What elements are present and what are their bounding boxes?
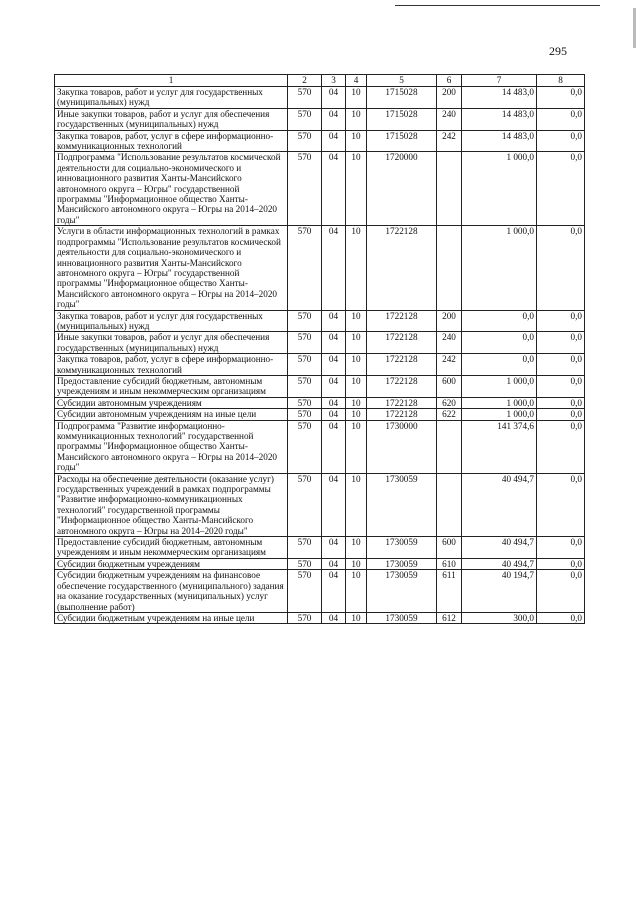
row-subsection-cell: 10 bbox=[346, 152, 367, 226]
row-section-cell: 04 bbox=[322, 409, 346, 420]
row-sum-cell: 0,0 bbox=[462, 332, 537, 354]
row-name-cell: Предоставление субсидий бюджетным, автономным учреждениям и иным некоммерческим организациям bbox=[55, 375, 288, 397]
row-section-cell: 04 bbox=[322, 612, 346, 623]
row-expense-type-cell: 620 bbox=[437, 397, 462, 408]
table-row bbox=[55, 397, 585, 408]
row-name-cell: Подпрограмма "Использование результатов космической деятельности для социально-экономического и инновационного развития Ханты-Мансийского автономного округа – Югры" государственной программы "Информационное общество Ханты-Мансийского автономного округа – Югры на 2014–2020 годы" bbox=[55, 152, 288, 226]
row-admin-cell: 570 bbox=[288, 375, 322, 397]
row-expense-type-cell: 240 bbox=[437, 332, 462, 354]
row-section-cell: 04 bbox=[322, 354, 346, 376]
row-sum-cell: 1 000,0 bbox=[462, 226, 537, 310]
row-section-cell: 04 bbox=[322, 130, 346, 152]
row-name-cell: Расходы на обеспечение деятельности (оказание услуг) государственных учреждений в рамках подпрограммы "Развитие информационно-коммуникационных технологий" государственной программы "Информационное общество Ханты-Мансийского автономного округа – Югры на 2014–2020 годы" bbox=[55, 473, 288, 536]
row-admin-cell: 570 bbox=[288, 397, 322, 408]
row-admin-cell: 570 bbox=[288, 570, 322, 613]
row-extra-cell: 0,0 bbox=[537, 420, 585, 473]
row-name-cell: Субсидии бюджетным учреждениям bbox=[55, 558, 288, 569]
row-sum-cell: 14 483,0 bbox=[462, 130, 537, 152]
row-expense-type-cell: 600 bbox=[437, 375, 462, 397]
row-section-cell: 04 bbox=[322, 152, 346, 226]
row-section-cell: 04 bbox=[322, 473, 346, 536]
table-row bbox=[55, 409, 585, 420]
row-expense-type-cell: 612 bbox=[437, 612, 462, 623]
row-expense-type-cell: 240 bbox=[437, 108, 462, 130]
row-extra-cell: 0,0 bbox=[537, 108, 585, 130]
row-name-cell: Субсидии автономным учреждениям на иные цели bbox=[55, 409, 288, 420]
row-subsection-cell: 10 bbox=[346, 130, 367, 152]
table-row bbox=[55, 332, 585, 354]
row-subsection-cell: 10 bbox=[346, 332, 367, 354]
row-target-article-cell: 1730059 bbox=[367, 473, 437, 536]
row-section-cell: 04 bbox=[322, 397, 346, 408]
row-sum-cell: 40 494,7 bbox=[462, 473, 537, 536]
row-target-article-cell: 1730000 bbox=[367, 420, 437, 473]
col-header-sum: 7 bbox=[462, 75, 537, 87]
row-subsection-cell: 10 bbox=[346, 420, 367, 473]
page-number: 295 bbox=[549, 44, 567, 58]
table-row bbox=[55, 152, 585, 226]
row-extra-cell: 0,0 bbox=[537, 226, 585, 310]
row-admin-cell: 570 bbox=[288, 420, 322, 473]
row-name-cell: Иные закупки товаров, работ и услуг для обеспечения государственных (муниципальных) нужд bbox=[55, 108, 288, 130]
row-subsection-cell: 10 bbox=[346, 108, 367, 130]
table-row bbox=[55, 612, 585, 623]
table-row bbox=[55, 354, 585, 376]
row-extra-cell: 0,0 bbox=[537, 473, 585, 536]
row-subsection-cell: 10 bbox=[346, 87, 367, 109]
table-row bbox=[55, 558, 585, 569]
row-extra-cell: 0,0 bbox=[537, 87, 585, 109]
row-extra-cell: 0,0 bbox=[537, 375, 585, 397]
row-extra-cell: 0,0 bbox=[537, 570, 585, 613]
row-target-article-cell: 1730059 bbox=[367, 612, 437, 623]
row-subsection-cell: 10 bbox=[346, 397, 367, 408]
table-row bbox=[55, 130, 585, 152]
table-row bbox=[55, 310, 585, 332]
row-section-cell: 04 bbox=[322, 332, 346, 354]
row-sum-cell: 0,0 bbox=[462, 354, 537, 376]
row-sum-cell: 1 000,0 bbox=[462, 152, 537, 226]
row-sum-cell: 14 483,0 bbox=[462, 108, 537, 130]
row-sum-cell: 40 494,7 bbox=[462, 537, 537, 559]
row-sum-cell: 300,0 bbox=[462, 612, 537, 623]
row-admin-cell: 570 bbox=[288, 473, 322, 536]
row-expense-type-cell: 200 bbox=[437, 87, 462, 109]
row-subsection-cell: 10 bbox=[346, 570, 367, 613]
row-extra-cell: 0,0 bbox=[537, 409, 585, 420]
row-section-cell: 04 bbox=[322, 570, 346, 613]
col-header-admin: 2 bbox=[288, 75, 322, 87]
row-name-cell: Субсидии бюджетным учреждениям на финансовое обеспечение государственного (муниципального) задания на оказание государственных (муниципальных) услуг (выполнение работ) bbox=[55, 570, 288, 613]
row-target-article-cell: 1722128 bbox=[367, 354, 437, 376]
row-target-article-cell: 1720000 bbox=[367, 152, 437, 226]
row-extra-cell: 0,0 bbox=[537, 612, 585, 623]
table-row bbox=[55, 87, 585, 109]
row-section-cell: 04 bbox=[322, 226, 346, 310]
row-name-cell: Субсидии автономным учреждениям bbox=[55, 397, 288, 408]
table-row bbox=[55, 420, 585, 473]
row-subsection-cell: 10 bbox=[346, 375, 367, 397]
row-target-article-cell: 1730059 bbox=[367, 537, 437, 559]
row-subsection-cell: 10 bbox=[346, 354, 367, 376]
row-admin-cell: 570 bbox=[288, 226, 322, 310]
budget-table bbox=[54, 74, 585, 624]
row-subsection-cell: 10 bbox=[346, 310, 367, 332]
row-target-article-cell: 1722128 bbox=[367, 375, 437, 397]
row-section-cell: 04 bbox=[322, 537, 346, 559]
row-name-cell: Закупка товаров, работ и услуг для государственных (муниципальных) нужд bbox=[55, 87, 288, 109]
row-target-article-cell: 1722128 bbox=[367, 397, 437, 408]
col-header-target-article: 5 bbox=[367, 75, 437, 87]
row-sum-cell: 40 194,7 bbox=[462, 570, 537, 613]
row-name-cell: Закупка товаров, работ и услуг для государственных (муниципальных) нужд bbox=[55, 310, 288, 332]
row-target-article-cell: 1722128 bbox=[367, 226, 437, 310]
row-expense-type-cell bbox=[437, 473, 462, 536]
table-row bbox=[55, 570, 585, 613]
row-extra-cell: 0,0 bbox=[537, 558, 585, 569]
row-admin-cell: 570 bbox=[288, 558, 322, 569]
row-extra-cell: 0,0 bbox=[537, 354, 585, 376]
col-header-expense-type: 6 bbox=[437, 75, 462, 87]
row-target-article-cell: 1715028 bbox=[367, 108, 437, 130]
row-extra-cell: 0,0 bbox=[537, 152, 585, 226]
table-body bbox=[55, 87, 585, 624]
row-target-article-cell: 1722128 bbox=[367, 310, 437, 332]
row-subsection-cell: 10 bbox=[346, 226, 367, 310]
row-section-cell: 04 bbox=[322, 87, 346, 109]
row-admin-cell: 570 bbox=[288, 108, 322, 130]
row-subsection-cell: 10 bbox=[346, 409, 367, 420]
row-admin-cell: 570 bbox=[288, 332, 322, 354]
row-sum-cell: 40 494,7 bbox=[462, 558, 537, 569]
header-row bbox=[55, 75, 585, 87]
row-expense-type-cell: 600 bbox=[437, 537, 462, 559]
row-expense-type-cell: 622 bbox=[437, 409, 462, 420]
table-row bbox=[55, 108, 585, 130]
row-admin-cell: 570 bbox=[288, 354, 322, 376]
table-row bbox=[55, 375, 585, 397]
row-section-cell: 04 bbox=[322, 420, 346, 473]
row-extra-cell: 0,0 bbox=[537, 130, 585, 152]
row-sum-cell: 1 000,0 bbox=[462, 375, 537, 397]
row-section-cell: 04 bbox=[322, 375, 346, 397]
row-admin-cell: 570 bbox=[288, 409, 322, 420]
row-admin-cell: 570 bbox=[288, 612, 322, 623]
row-extra-cell: 0,0 bbox=[537, 397, 585, 408]
row-name-cell: Подпрограмма "Развитие информационно-коммуникационных технологий" государственной программы "Информационное общество Ханты-Мансийского автономного округа – Югры на 2014–2020 годы" bbox=[55, 420, 288, 473]
row-section-cell: 04 bbox=[322, 558, 346, 569]
row-expense-type-cell: 242 bbox=[437, 130, 462, 152]
row-target-article-cell: 1730059 bbox=[367, 570, 437, 613]
row-name-cell: Закупка товаров, работ, услуг в сфере информационно-коммуникационных технологий bbox=[55, 130, 288, 152]
row-name-cell: Иные закупки товаров, работ и услуг для обеспечения государственных (муниципальных) нужд bbox=[55, 332, 288, 354]
row-target-article-cell: 1722128 bbox=[367, 332, 437, 354]
row-expense-type-cell: 242 bbox=[437, 354, 462, 376]
row-admin-cell: 570 bbox=[288, 130, 322, 152]
row-extra-cell: 0,0 bbox=[537, 310, 585, 332]
top-rule bbox=[395, 5, 600, 6]
row-expense-type-cell bbox=[437, 420, 462, 473]
table-row bbox=[55, 226, 585, 310]
table-row bbox=[55, 537, 585, 559]
row-sum-cell: 14 483,0 bbox=[462, 87, 537, 109]
row-target-article-cell: 1730059 bbox=[367, 558, 437, 569]
row-sum-cell: 0,0 bbox=[462, 310, 537, 332]
row-expense-type-cell bbox=[437, 152, 462, 226]
row-extra-cell: 0,0 bbox=[537, 537, 585, 559]
col-header-extra: 8 bbox=[537, 75, 585, 87]
row-target-article-cell: 1722128 bbox=[367, 409, 437, 420]
row-admin-cell: 570 bbox=[288, 152, 322, 226]
row-target-article-cell: 1715028 bbox=[367, 130, 437, 152]
row-subsection-cell: 10 bbox=[346, 537, 367, 559]
row-sum-cell: 1 000,0 bbox=[462, 397, 537, 408]
row-admin-cell: 570 bbox=[288, 87, 322, 109]
row-admin-cell: 570 bbox=[288, 537, 322, 559]
col-header-section: 3 bbox=[322, 75, 346, 87]
row-name-cell: Услуги в области информационных технологий в рамках подпрограммы "Использование результатов космической деятельности для социально-экономического и инновационного развития Ханты-Мансийского автономного округа – Югры" государственной программы "Информационное общество Ханты-Мансийского автономного округа – Югры на 2014–2020 годы" bbox=[55, 226, 288, 310]
row-target-article-cell: 1715028 bbox=[367, 87, 437, 109]
row-name-cell: Предоставление субсидий бюджетным, автономным учреждениям и иным некоммерческим организациям bbox=[55, 537, 288, 559]
row-admin-cell: 570 bbox=[288, 310, 322, 332]
row-subsection-cell: 10 bbox=[346, 473, 367, 536]
row-subsection-cell: 10 bbox=[346, 612, 367, 623]
col-header-name: 1 bbox=[55, 75, 288, 87]
row-extra-cell: 0,0 bbox=[537, 332, 585, 354]
row-name-cell: Закупка товаров, работ, услуг в сфере информационно-коммуникационных технологий bbox=[55, 354, 288, 376]
row-sum-cell: 141 374,6 bbox=[462, 420, 537, 473]
table-row bbox=[55, 473, 585, 536]
row-subsection-cell: 10 bbox=[346, 558, 367, 569]
scan-edge-mark bbox=[633, 8, 636, 48]
row-expense-type-cell: 200 bbox=[437, 310, 462, 332]
row-name-cell: Субсидии бюджетным учреждениям на иные цели bbox=[55, 612, 288, 623]
row-expense-type-cell: 611 bbox=[437, 570, 462, 613]
row-section-cell: 04 bbox=[322, 310, 346, 332]
row-sum-cell: 1 000,0 bbox=[462, 409, 537, 420]
row-expense-type-cell bbox=[437, 226, 462, 310]
row-section-cell: 04 bbox=[322, 108, 346, 130]
row-expense-type-cell: 610 bbox=[437, 558, 462, 569]
col-header-subsection: 4 bbox=[346, 75, 367, 87]
